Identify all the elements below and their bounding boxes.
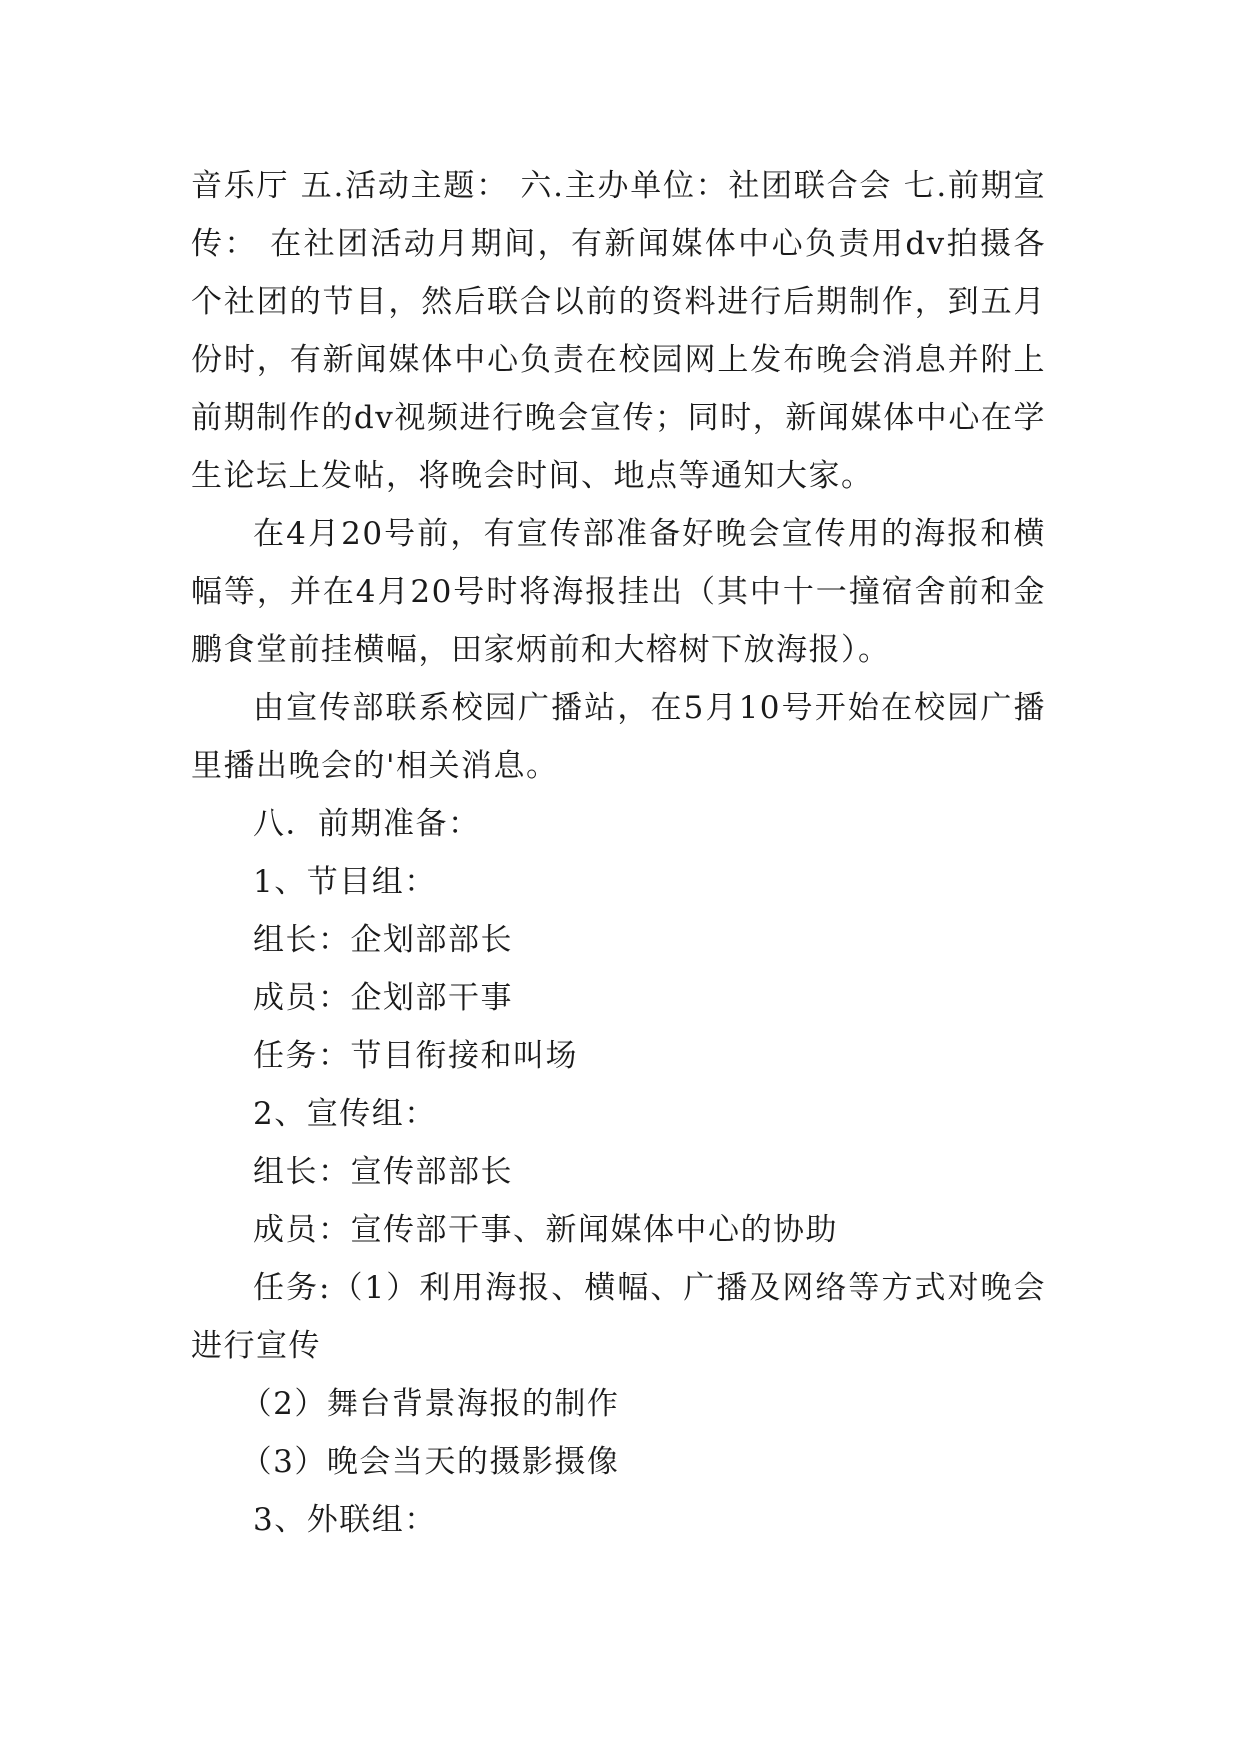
group-heading-program: 1、节目组： — [253, 864, 437, 900]
paragraph-poster-banner: 在4月20号前，有宣传部准备好晚会宣传用的海报和横幅等，并在4月20号时将海报挂出（其中十一撞宿舍前和金鹏食堂前挂横幅，田家炳前和大榕树下放海报）。 — [191, 516, 1046, 668]
publicity-group-leader: 组长：宣传部部长 — [253, 1154, 513, 1190]
publicity-group-members: 成员：宣传部干事、新闻媒体中心的协助 — [253, 1212, 838, 1248]
program-group-leader: 组长：企划部部长 — [253, 922, 513, 958]
group-heading-outreach: 3、外联组： — [253, 1502, 437, 1538]
program-group-members: 成员：企划部干事 — [253, 980, 513, 1016]
publicity-group-task-3: （3）晚会当天的摄影摄像 — [240, 1444, 620, 1480]
group-heading-publicity: 2、宣传组： — [253, 1096, 437, 1132]
publicity-group-task-2: （2）舞台背景海报的制作 — [240, 1386, 620, 1422]
program-group-task: 任务：节目衔接和叫场 — [253, 1038, 578, 1074]
section-heading-preparation: 八．前期准备： — [253, 806, 481, 842]
paragraph-radio-station: 由宣传部联系校园广播站，在5月10号开始在校园广播里播出晚会的'相关消息。 — [191, 690, 1046, 784]
paragraph-publicity-intro: 音乐厅 五.活动主题： 六.主办单位：社团联合会 七.前期宣传： 在社团活动月期间，有新闻媒体中心负责用dv拍摄各个社团的节目，然后联合以前的资料进行后期制作，到五月份时，有新闻媒体中心负责在校园网上发布晚会消息并附上前期制作的dv视频进行晚会宣传；同时，新闻媒体中心在学生论坛上发帖，将晚会时间、地点等通知大家。 — [191, 168, 1046, 494]
document-body — [191, 157, 1046, 1549]
publicity-group-task-1: 任务:（1）利用海报、横幅、广播及网络等方式对晚会进行宣传 — [191, 1270, 1046, 1364]
